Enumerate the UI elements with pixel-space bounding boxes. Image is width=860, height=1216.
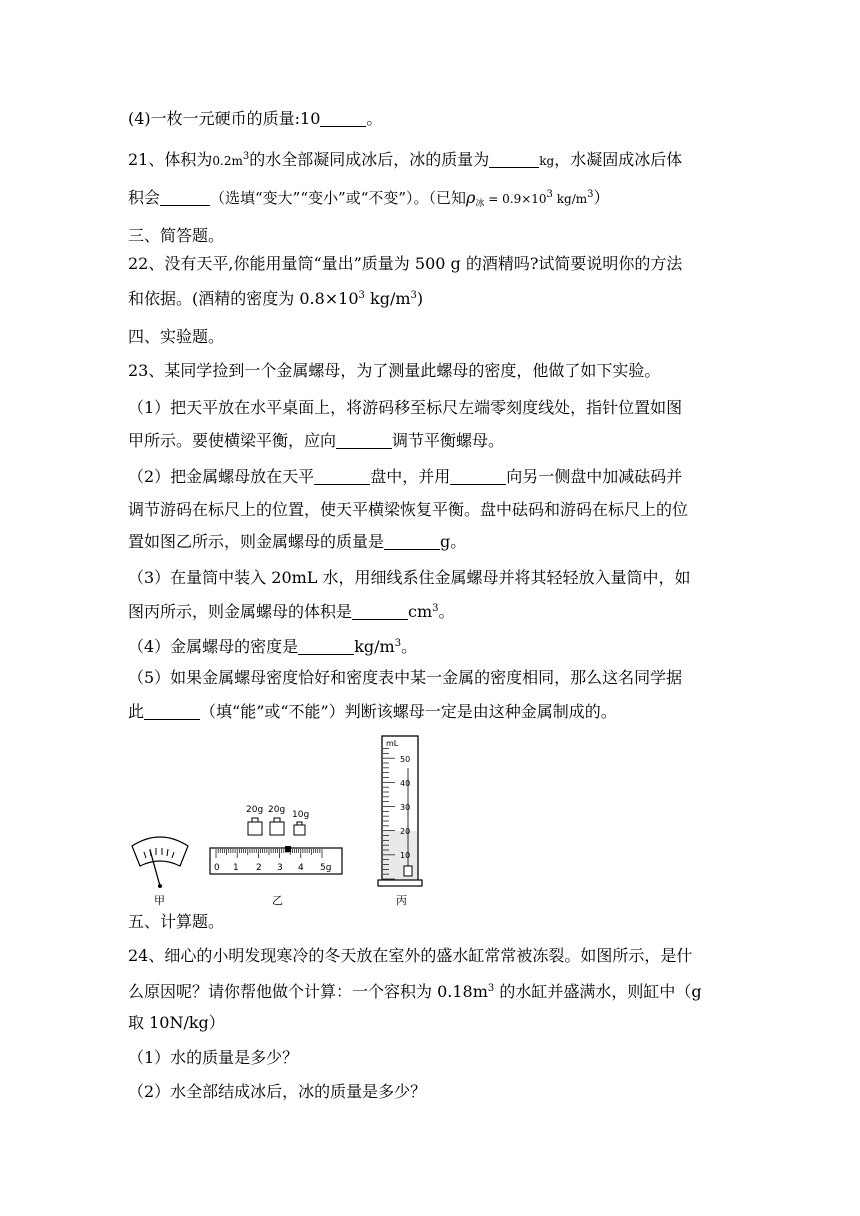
- graduated-cylinder: [378, 736, 422, 886]
- figure-label-bing: 丙: [396, 894, 407, 907]
- q24-line2: 么原因呢？请你帮他做个计算：一个容积为 $0.18m^3$ 的水缸并盛满水，则缸中（g: [128, 982, 702, 1001]
- q23-part3-line1: （3）在量筒中装入 20mL 水，用细线系住金属螺母并将其轻轻放入量筒中，如: [128, 568, 691, 587]
- balance-pointer-dial: [132, 837, 188, 888]
- q23-stem: 23、某同学捡到一个金属螺母，为了测量此螺母的密度，他做了如下实验。: [128, 361, 661, 380]
- cylinder-tick-label: 20: [400, 827, 411, 836]
- section-5-heading: 五、计算题。: [128, 912, 225, 931]
- q23-part2-line1: （2）把金属螺母放在天平 盘中，并用 向另一侧盘中加减砝码并: [128, 467, 683, 486]
- q24-line1: 24、细心的小明发现寒冷的冬天放在室外的盛水缸常常被冻裂。如图所示，是什: [128, 946, 693, 965]
- q23-part5-line2: 此 （填“能”或“不能”）判断该螺母一定是由这种金属制成的。: [128, 702, 617, 721]
- cylinder-tick-label: 40: [400, 779, 411, 788]
- figure-label-jia: 甲: [154, 894, 165, 907]
- q23-part1-line2: 甲所示。要使横梁平衡，应向 调节平衡螺母。: [128, 431, 505, 450]
- q23-part3-line2: 图丙所示，则金属螺母的体积是 $cm^3$。: [128, 602, 455, 621]
- q21-line1: 21、体积为$0.2m^3$的水全部凝同成冰后，冰的质量为 kg，水凝固成冰后体: [128, 150, 683, 169]
- q24-part2: （2）水全部结成冰后，冰的质量是多少？: [128, 1082, 427, 1101]
- weight-label: 20g: [268, 805, 286, 815]
- q23-part1-line1: （1）把天平放在水平桌面上，将游码移至标尺左端零刻度线处，指针位置如图: [128, 398, 683, 417]
- cylinder-unit: mL: [386, 739, 399, 748]
- figure-label-yi: 乙: [272, 894, 283, 907]
- section-4-heading: 四、实验题。: [128, 327, 225, 346]
- scale-tick-label: 4: [298, 863, 304, 873]
- scale-tick-label: 0: [214, 863, 220, 873]
- cylinder-tick-label: 30: [400, 803, 411, 812]
- weight-label: 20g: [246, 805, 264, 815]
- weight-20g: [248, 822, 262, 835]
- cylinder-tick-label: 50: [400, 755, 411, 764]
- q23-part2-line2: 调节游码在标尺上的位置，使天平横梁恢复平衡。盘中砝码和游码在标尺上的位: [128, 500, 689, 519]
- q24-line3: 取 10N/kg）: [128, 1013, 225, 1032]
- metal-nut: [404, 866, 412, 876]
- weight-10g: [294, 825, 305, 835]
- q23-part2-line3: 置如图乙所示，则金属螺母的质量是 g。: [128, 532, 467, 551]
- weights-group: [246, 805, 309, 835]
- weight-20g: [270, 822, 284, 835]
- rider-marker: [285, 846, 291, 852]
- rider-scale: [210, 846, 342, 874]
- cylinder-tick-label: 10: [400, 851, 411, 860]
- scale-tick-label: 5g: [320, 863, 332, 873]
- scale-tick-label: 1: [233, 863, 239, 873]
- q24-part1: （1）水的质量是多少？: [128, 1048, 299, 1067]
- scale-tick-label: 3: [277, 863, 283, 873]
- q21-line2: 积会 （选填“变大”“变小”或“不变”）。（已知$\rho_冰 = 0.9\times 10^3$ $kg/m^3$）: [128, 188, 610, 209]
- q20-part4: (4)一枚一元硬币的质量:10 。: [128, 109, 383, 128]
- q23-part5-line1: （5）如果金属螺母密度恰好和密度表中某一金属的密度相同，那么这名同学据: [128, 668, 683, 687]
- q23-part4: （4）金属螺母的密度是 $kg/m^3$。: [128, 637, 418, 656]
- q22-line2: 和依据。(酒精的密度为 $0.8\times 10^3$ $kg/m^3$): [128, 289, 424, 308]
- experiment-figure: [120, 728, 450, 910]
- section-3-heading: 三、简答题。: [128, 226, 225, 245]
- q22-line1: 22、没有天平,你能用量筒“量出”质量为 500 g 的酒精吗?试简要说明你的方法: [128, 254, 683, 273]
- weight-label: 10g: [292, 810, 310, 820]
- scale-tick-label: 2: [256, 863, 262, 873]
